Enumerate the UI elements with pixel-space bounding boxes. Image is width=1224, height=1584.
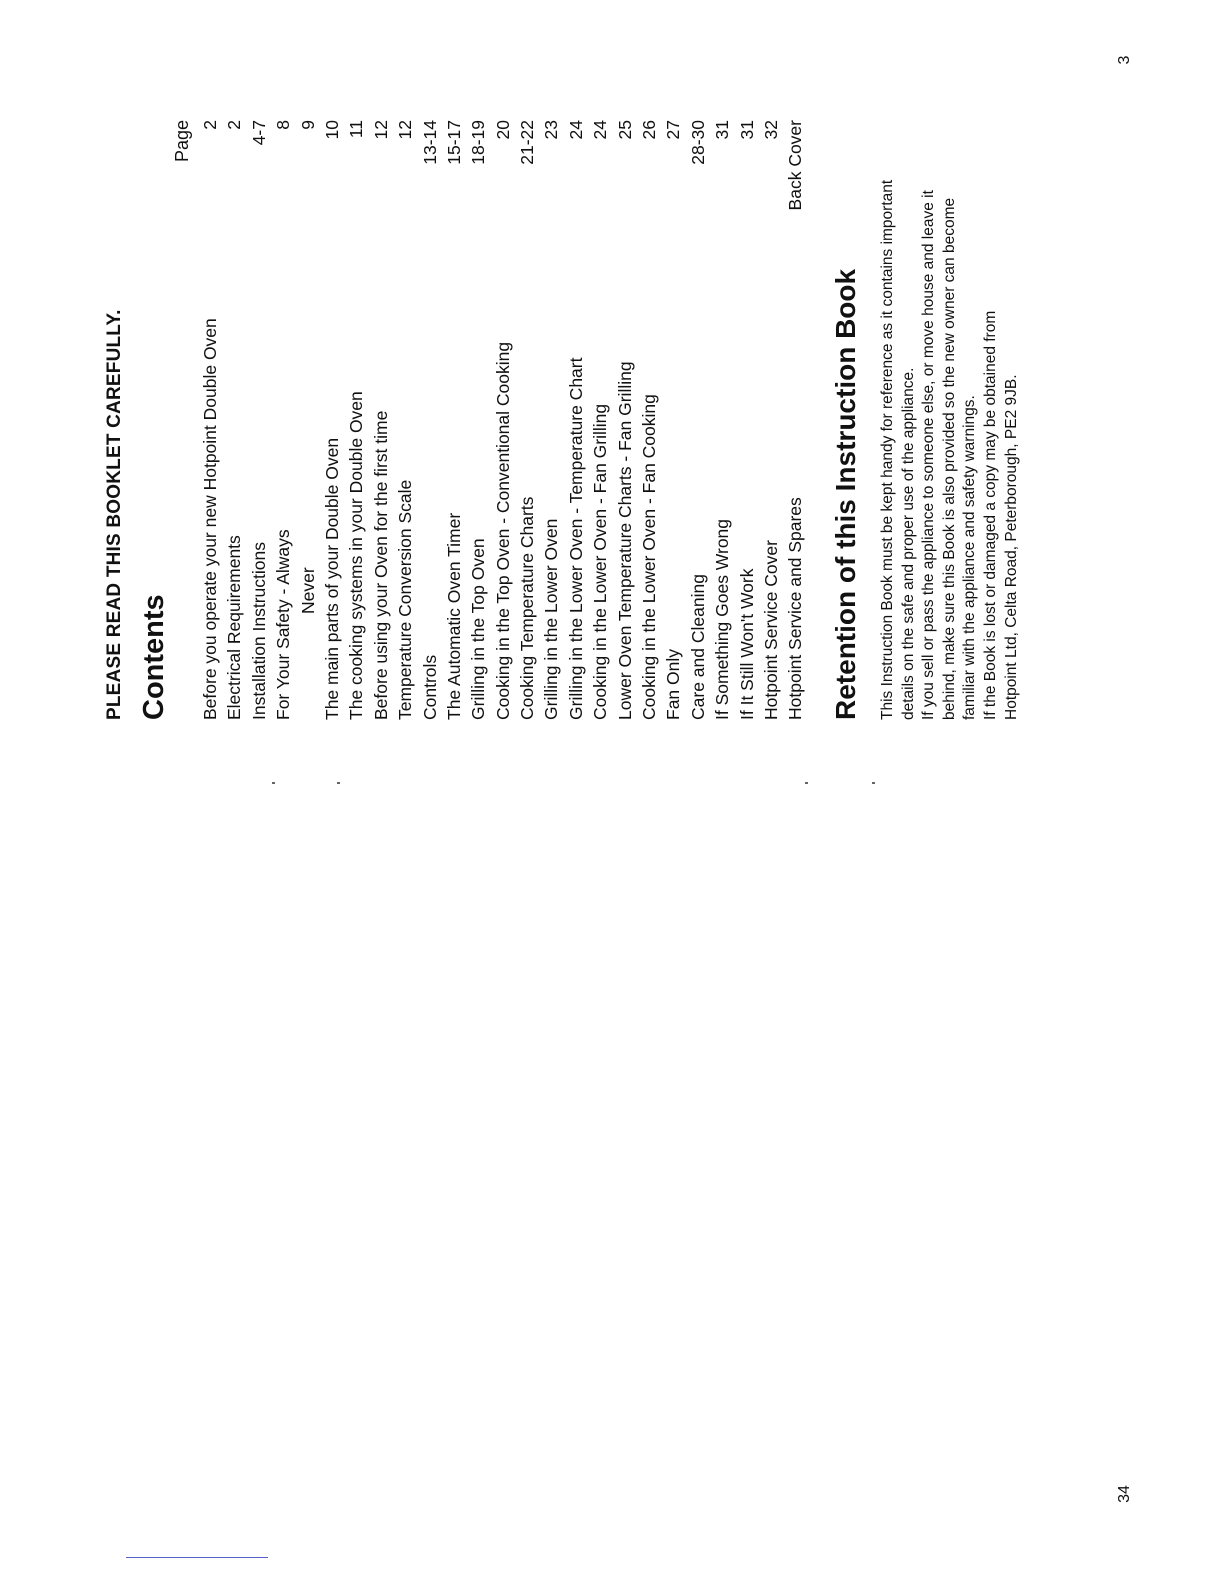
toc-entry-page: 4-7: [248, 120, 269, 146]
toc-entry: [515, 120, 539, 720]
toc-entry: [539, 120, 563, 720]
toc-entry-page: 31: [736, 120, 757, 140]
toc-entry: [344, 120, 368, 720]
retention-line: behind, make sure this Book is also provided so the new owner can become: [940, 197, 958, 720]
toc-entry-title: Before using your Oven for the first time: [370, 410, 391, 720]
rotated-page-content: [100, 20, 1020, 720]
toc-entry-title: If It Still Won't Work: [736, 568, 757, 720]
toc-entry-page: 2: [224, 120, 245, 130]
retention-line: familiar with the appliance and safety warnings.: [961, 395, 979, 720]
toc-entry: [564, 120, 588, 720]
toc-entry-page: 31: [712, 120, 733, 140]
toc-entry-page: 13-14: [419, 120, 440, 165]
toc-entry-page: 9: [297, 120, 318, 130]
scan-speck: [272, 782, 275, 784]
toc-entry-page: 21-22: [517, 120, 538, 165]
retention-line: If the Book is lost or damaged a copy may be obtained from: [981, 310, 999, 720]
toc-entry: [783, 120, 807, 720]
toc-entry: [588, 120, 612, 720]
toc-entry-title: Cooking in the Lower Oven - Fan Cooking: [639, 394, 660, 720]
toc-entry-title: Care and Cleaning: [687, 574, 708, 720]
toc-entry-title: If Something Goes Wrong: [712, 518, 733, 720]
read-carefully-notice: PLEASE READ THIS BOOKLET CAREFULLY.: [104, 309, 125, 720]
toc-entry-page: 15-17: [443, 120, 464, 165]
scan-edge-line: [126, 1557, 268, 1558]
toc-entry-title: Cooking Temperature Charts: [517, 496, 538, 720]
toc-entry: [296, 120, 320, 720]
toc-entry-page: 12: [395, 120, 416, 140]
toc-entry-title: Installation Instructions: [248, 541, 269, 720]
retention-line: If you sell or pass the appliance to someone else, or move house and leave it: [920, 190, 938, 720]
toc-entry-page: Back Cover: [785, 120, 806, 211]
toc-entry: [198, 120, 222, 720]
toc-entry-page: 18-19: [468, 120, 489, 165]
toc-entry-title: For Your Safety - Always: [273, 529, 294, 720]
toc-entry: [710, 120, 734, 720]
toc-entry: [686, 120, 710, 720]
toc-entry-page: 2: [200, 120, 220, 130]
toc-entry: [491, 120, 515, 720]
toc-entry-page: 20: [492, 120, 513, 140]
toc-entry: [222, 120, 246, 720]
scan-speck: [805, 782, 808, 784]
toc-entry: [418, 120, 442, 720]
toc-entry-title: Cooking in the Lower Oven - Fan Grilling: [590, 403, 611, 720]
toc-entry-page: 27: [663, 120, 684, 140]
toc-entry-title: Grilling in the Lower Oven: [541, 518, 562, 720]
toc-entry-page: 24: [590, 120, 611, 140]
toc-entry-title: Cooking in the Top Oven - Conventional Cooking: [492, 341, 513, 720]
toc-entry-page: 25: [614, 120, 635, 140]
toc-entry: [661, 120, 685, 720]
toc-entry-title: Electrical Requirements: [224, 535, 245, 720]
toc-entry-title: Before you operate your new Hotpoint Double Oven: [200, 318, 220, 720]
toc-entry-page: 26: [639, 120, 660, 140]
toc-entry-title: Temperature Conversion Scale: [395, 479, 416, 720]
retention-line: Hotpoint Ltd, Celta Road, Peterborough, PE2 9JB.: [1002, 374, 1020, 720]
toc-entry: [613, 120, 637, 720]
toc-entry-title: Grilling in the Top Oven: [468, 538, 489, 720]
page-column-label: Page: [172, 120, 192, 163]
toc-entry-page: 12: [370, 120, 391, 140]
toc-entry: [247, 120, 271, 720]
toc-entry-title: The Automatic Oven Timer: [443, 512, 464, 720]
retention-heading: Retention of this Instruction Book: [830, 268, 861, 720]
toc-entry-title: Grilling in the Lower Oven - Temperature Chart: [565, 357, 586, 720]
table-of-contents: [198, 120, 808, 720]
toc-entry-page: 24: [565, 120, 586, 140]
toc-entry: [393, 120, 417, 720]
scan-speck: [337, 782, 340, 784]
toc-entry: [271, 120, 295, 720]
toc-entry: [735, 120, 759, 720]
toc-entry-page: 28-30: [687, 120, 708, 165]
toc-entry-title: Never: [297, 567, 318, 614]
toc-entry: [320, 120, 344, 720]
toc-entry: [442, 120, 466, 720]
toc-entry-title: Fan Only: [663, 649, 684, 720]
toc-entry-page: 32: [760, 120, 781, 140]
contents-heading: Contents: [138, 594, 170, 720]
toc-entry-title: The main parts of your Double Oven: [321, 437, 342, 720]
toc-entry-page: 11: [346, 120, 367, 139]
toc-entry-title: Lower Oven Temperature Charts - Fan Grilling: [614, 361, 635, 720]
toc-entry-page: 10: [321, 120, 342, 140]
toc-entry-title: The cooking systems in your Double Oven: [346, 391, 367, 720]
scan-speck: [872, 782, 875, 784]
page-number-bottom: 34: [1116, 1485, 1133, 1503]
toc-entry: [759, 120, 783, 720]
toc-entry-page: 23: [541, 120, 562, 140]
retention-line: This Instruction Book must be kept handy for reference as it contains important: [879, 179, 896, 720]
toc-entry: [466, 120, 490, 720]
retention-paragraph: [878, 20, 1022, 720]
toc-entry: [369, 120, 393, 720]
toc-entry-title: Hotpoint Service and Spares: [785, 497, 806, 720]
toc-entry-page: 8: [273, 120, 294, 130]
page-number-top: 3: [1116, 55, 1133, 65]
toc-entry-title: Controls: [419, 654, 440, 720]
toc-entry-title: Hotpoint Service Cover: [760, 540, 781, 720]
retention-line: details on the safe and proper use of the appliance.: [899, 367, 917, 720]
toc-entry: [637, 120, 661, 720]
